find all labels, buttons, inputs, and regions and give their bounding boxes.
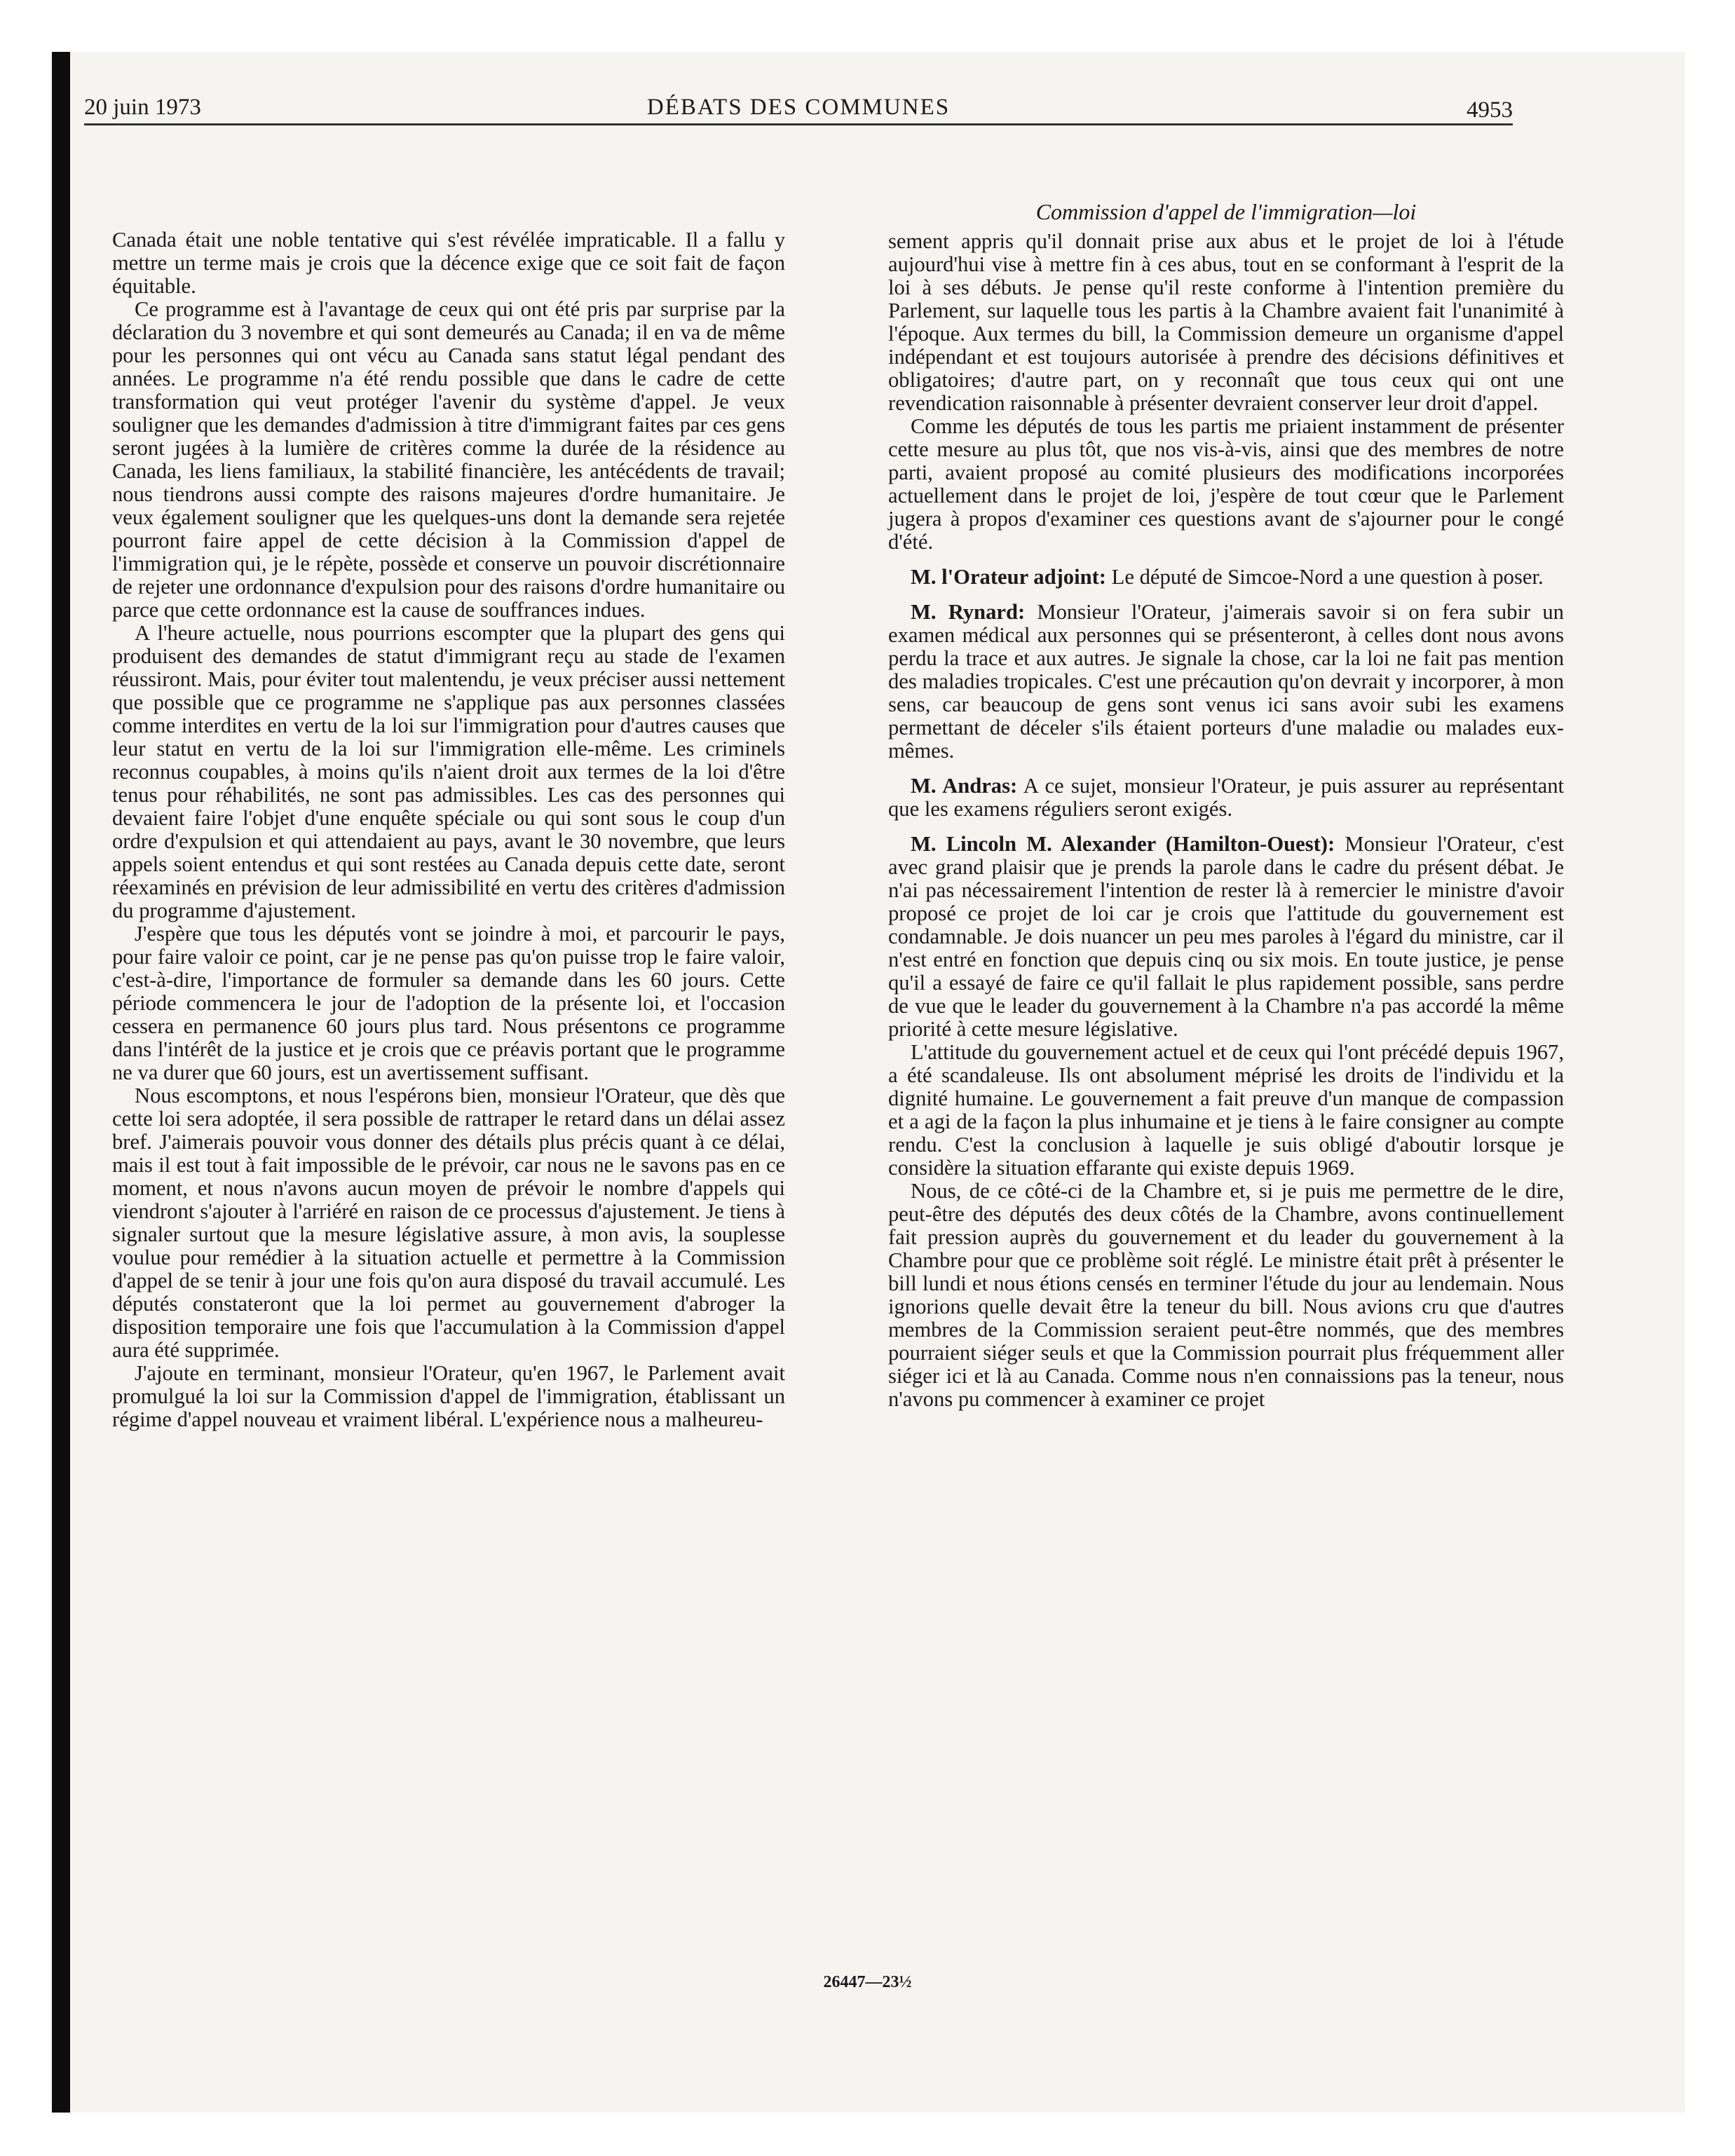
page-header bbox=[84, 88, 1513, 125]
left-paragraph: Ce programme est à l'avantage de ceux qui ont été pris par surprise par la déclaration du 3 novembre et qui sont demeurés au Canada; il en va de même pour les personnes qui ont vécu au Canada sans statut légal pendant des années. Le programme n'a été rendu possible que dans le cadre de cette transformation qui veut protéger l'avenir du système d'appel. Je veux souligner que les demandes d'admission à titre d'immigrant faites par ces gens seront jugées à la lumière de critères comme la durée de la résidence au Canada, les liens familiaux, la stabilité financière, les antécédents de travail; nous tiendrons aussi compte des raisons majeures d'ordre humanitaire. Je veux également souligner que les quelques-uns dont la demande sera rejetée pourront faire appel de cette décision à la Commission d'appel de l'immigration qui, je le répète, possède et conserve un pouvoir discrétionnaire de rejeter une ordonnance d'expulsion pour des raisons d'ordre humanitaire ou parce que cette ordonnance est la cause de souffrances indues. bbox=[112, 297, 785, 622]
page-footer-signature: 26447—23½ bbox=[823, 1973, 912, 1991]
left-column bbox=[112, 228, 785, 1431]
left-paragraph: Canada était une noble tentative qui s'est révélée impraticable. Il a fallu y mettre un terme mais je crois que la décence exige que ce soit fait de façon équitable. bbox=[112, 228, 785, 298]
left-paragraph: J'espère que tous les députés vont se joindre à moi, et parcourir le pays, pour faire valoir ce point, car je ne pense pas qu'on puisse trop le faire valoir, c'est-à-dire, l'importance de formuler sa demande dans les 60 jours. Cette période commencera le jour de l'adoption de la présente loi, et l'occasion cessera en permanence 60 jours plus tard. Nous présentons ce programme dans l'intérêt de la justice et je crois que ce préavis portant que le programme ne va durer que 60 jours, est un avertissement suffisant. bbox=[112, 922, 785, 1084]
speech-deputy-speaker bbox=[888, 566, 1564, 589]
right-paragraph: sement appris qu'il donnait prise aux abus et le projet de loi à l'étude aujourd'hui vise à mettre fin à ces abus, tout en se conformant à l'esprit de la loi à ses débuts. Je pense qu'il reste conforme à l'intention première du Parlement, sur laquelle tous les partis à la Chambre avaient fait l'unanimité à l'époque. Aux termes du bill, la Commission demeure un organisme d'appel indépendant et est toujours autorisée à prendre des décisions définitives et obligatoires; d'autre part, on y reconnaît que tous ceux qui ont une revendication raisonnable à présenter devraient conserver leur droit d'appel. bbox=[888, 229, 1564, 415]
speaker-name: M. l'Orateur adjoint: bbox=[911, 565, 1106, 589]
speech-rynard bbox=[888, 601, 1564, 763]
header-date: 20 juin 1973 bbox=[84, 95, 201, 120]
right-paragraph: Nous, de ce côté-ci de la Chambre et, si je puis me permettre de le dire, peut-être des députés des deux côtés de la Chambre, avons continuellement fait pression auprès du gouvernement et du leader du gouvernement à la Chambre pour que ce problème soit réglé. Le ministre était prêt à présenter le bill lundi et nous étions censés en terminer l'étude du jour au lendemain. Nous ignorions quelle devait être la teneur du bill. Nous avions cru que d'autres membres de la Commission seraient peut-être nommés, que des membres pourraient siéger seuls et que la Commission pourrait plus fréquemment aller siéger ici et là au Canada. Comme nous n'en connaissions pas la teneur, nous n'avons pu commencer à examiner ce projet bbox=[888, 1179, 1564, 1411]
header-title: DÉBATS DES COMMUNES bbox=[646, 95, 951, 120]
left-paragraph: Nous escomptons, et nous l'espérons bien, monsieur l'Orateur, que dès que cette loi sera adoptée, il sera possible de rattraper le retard dans un délai assez bref. J'aimerais pouvoir vous donner des détails plus précis quant à ce délai, mais il est tout à fait impossible de le prévoir, car nous ne le savons pas en ce moment, et nous n'avons aucun moyen de prévoir le nombre d'appels qui viendront s'ajouter à l'arriéré en raison de ce processus d'ajustement. Je tiens à signaler surtout que la mesure législative assure, à mon avis, la souplesse voulue pour remédier à la situation actuelle et permettre à la Commission d'appel de se tenir à jour une fois qu'on aura disposé du travail accumulé. Les députés constateront que la loi permet au gouvernement d'abroger la disposition temporaire une fois que l'accumulation à la Commission d'appel aura été supprimée. bbox=[112, 1084, 785, 1362]
speaker-name: M. Rynard: bbox=[911, 600, 1026, 624]
speech-andras bbox=[888, 775, 1564, 821]
scan-edge-bar bbox=[52, 52, 70, 2113]
speech-text: Monsieur l'Orateur, j'aimerais savoir si on fera subir un examen médical aux personnes qui se présenteront, à celles dont nous avons perdu la trace et aux autres. Je signale la chose, car la loi ne fait pas mention des maladies tropicales. C'est une précaution qu'on devrait y incorporer, à mon sens, car beaucoup de gens sont venus ici sans avoir subi les examens permettant de déceler s'ils étaient porteurs d'une maladie ou malades eux-mêmes. bbox=[888, 600, 1564, 763]
speech-text: Monsieur l'Orateur, c'est avec grand plaisir que je prends la parole dans le cadre du présent débat. Je n'ai pas nécessairement l'intention de rester là à remercier le ministre d'avoir proposé ce projet de loi car je crois que l'attitude du gouvernement est condamnable. Je dois nuancer un peu mes paroles à l'égard du ministre, car il n'est entré en fonction que depuis cinq ou six mois. En toute justice, je pense qu'il a essayé de faire ce qu'il fallait le plus rapidement possible, sans perdre de vue que le leader du gouvernement à la Chambre n'a pas accordé la même priorité à cette mesure législative. bbox=[888, 832, 1564, 1041]
speaker-name: M. Lincoln M. Alexander (Hamilton-Ouest): bbox=[911, 832, 1335, 856]
speech-text: Le député de Simcoe-Nord a une question à poser. bbox=[1111, 565, 1544, 589]
right-column bbox=[888, 230, 1564, 1411]
speaker-name: M. Andras: bbox=[911, 774, 1018, 798]
left-paragraph: A l'heure actuelle, nous pourrions escompter que la plupart des gens qui produisent des demandes de statut d'immigrant reçu au stade de l'examen réussiront. Mais, pour éviter tout malentendu, je veux préciser aussi nettement que possible que ce programme ne s'applique pas aux personnes classées comme interdites en vertu de la loi sur l'immigration pour d'autres causes que leur statut en vertu de la loi sur l'immigration elle-même. Les criminels reconnus coupables, à moins qu'ils n'aient droit aux termes de la loi d'être tenus pour réhabilités, ne sont pas admissibles. Les cas des personnes qui devaient faire l'objet d'une enquête spéciale ou qui sont sous le coup d'un ordre d'expulsion et qui attendaient au pays, avant le 30 novembre, que leurs appels soient entendus et qui sont restées au Canada depuis cette date, seront réexaminés en prévision de leur admissibilité en vertu des critères d'admission du programme d'ajustement. bbox=[112, 621, 785, 922]
page-number: 4953 bbox=[1467, 97, 1513, 123]
left-paragraph: J'ajoute en terminant, monsieur l'Orateur, qu'en 1967, le Parlement avait promulgué la loi sur la Commission d'appel de l'immigration, établissant un régime d'appel nouveau et vraiment libéral. L'expérience nous a malheureu- bbox=[112, 1361, 785, 1431]
right-paragraph: L'attitude du gouvernement actuel et de ceux qui l'ont précédé depuis 1967, a été scandaleuse. Ils ont absolument méprisé les droits de l'individu et la dignité humaine. Le gouvernement a fait preuve d'un manque de compassion et a agi de la façon la plus inhumaine et je tiens à le faire consigner au compte rendu. C'est la conclusion à laquelle je suis obligé d'aboutir lorsque je considère la situation effarante qui existe depuis 1969. bbox=[888, 1040, 1564, 1180]
right-paragraph: Comme les députés de tous les partis me priaient instamment de présenter cette mesure au plus tôt, que nos vis-à-vis, ainsi que des membres de notre parti, avaient proposé au comité plusieurs des modifications incorporées actuellement dans le projet de loi, j'espère de tout cœur que le Parlement jugera à propos d'examiner ces questions avant de s'ajourner pour le congé d'été. bbox=[888, 414, 1564, 554]
speech-alexander bbox=[888, 833, 1564, 1041]
speech-text: A ce sujet, monsieur l'Orateur, je puis assurer au représentant que les examens réguliers seront exigés. bbox=[888, 774, 1565, 821]
running-head: Commission d'appel de l'immigration—loi bbox=[1035, 199, 1417, 224]
